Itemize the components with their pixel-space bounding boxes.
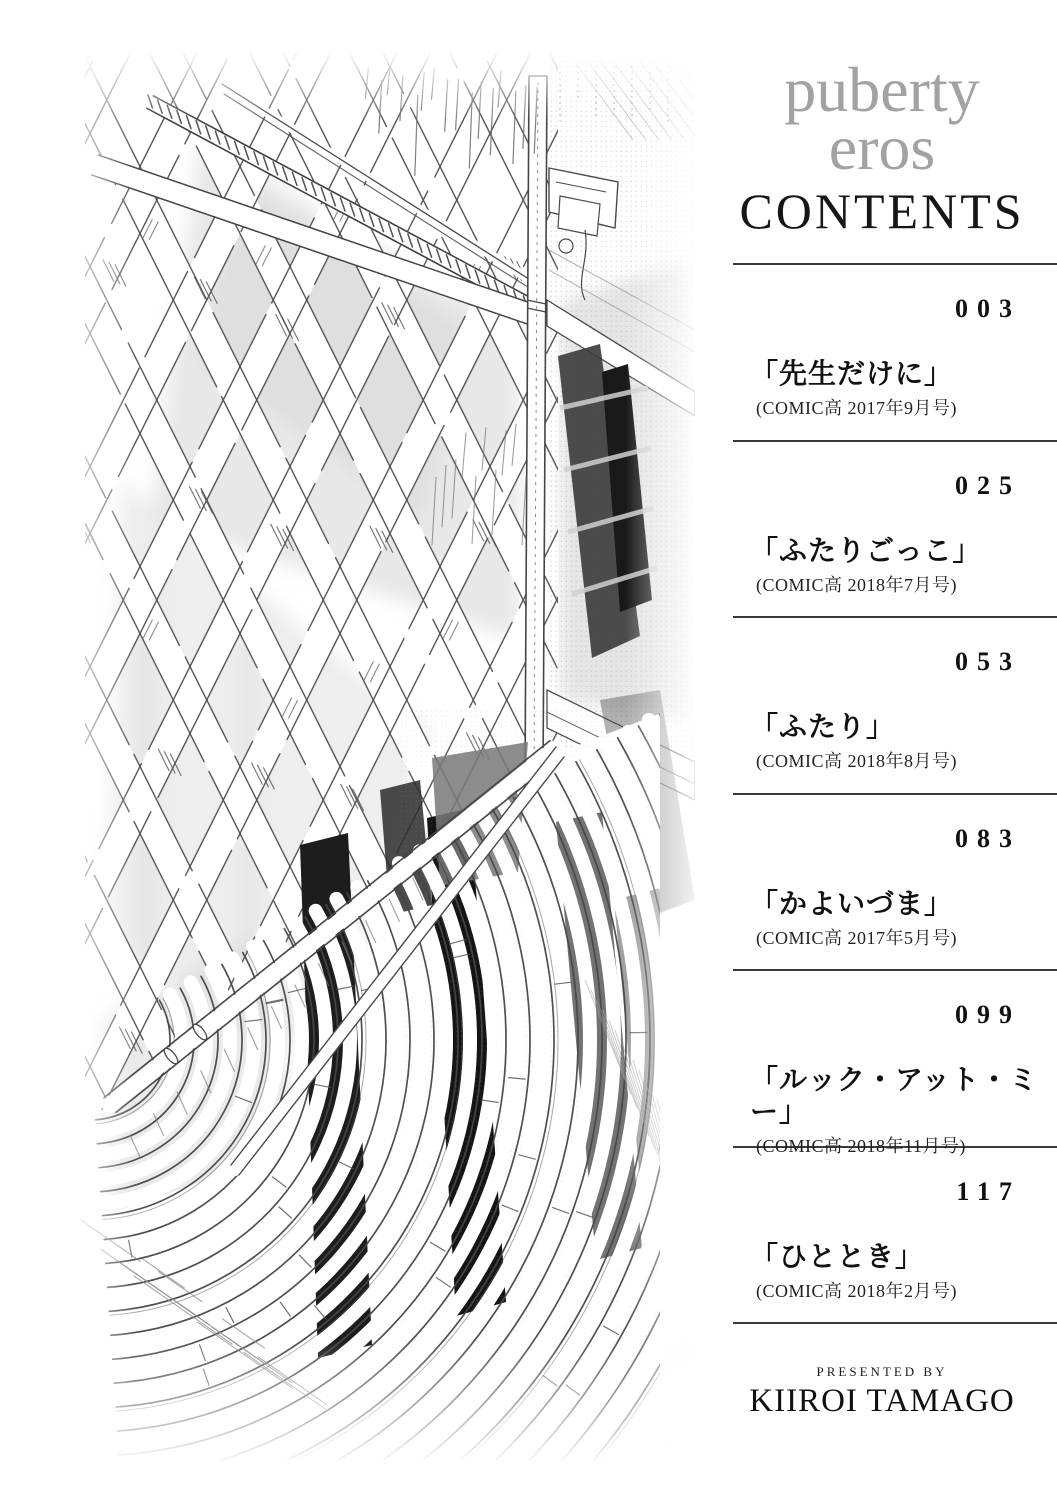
toc-entry: [733, 793, 1057, 970]
toc-entry: [733, 616, 1057, 793]
entry-title: 「ひととき」: [750, 1241, 925, 1273]
entry-page-number: 099: [955, 1000, 1021, 1029]
entry-page-number: 003: [955, 294, 1021, 323]
entry-source: (COMIC高 2018年11月号): [756, 1136, 966, 1156]
entry-page-number: 083: [955, 823, 1021, 853]
entry-title: 「先生だけに」: [750, 359, 954, 390]
toc-entry: [733, 263, 1057, 440]
toc-list: [733, 263, 1057, 1322]
entry-title: 「ふたりごっこ」: [750, 535, 982, 567]
entry-title: 「かよいづま」: [750, 888, 954, 920]
presented-by-label: PRESENTED BY: [816, 1364, 948, 1379]
toc-entry: [733, 1146, 1057, 1323]
entry-title: 「ふたり」: [750, 712, 896, 743]
entry-title: 「ルック・アット・ミー」: [750, 1065, 1039, 1128]
contents-header: [733, 54, 1057, 239]
entry-page-number: 053: [955, 647, 1021, 676]
entry-source: (COMIC高 2017年5月号): [756, 927, 957, 948]
contents-footer: [733, 1322, 1057, 1419]
entry-source: (COMIC高 2018年2月号): [756, 1280, 957, 1301]
entry-source: (COMIC高 2018年7月号): [756, 574, 957, 595]
entry-source: (COMIC高 2017年9月号): [756, 398, 957, 418]
series-title-line2: eros: [828, 112, 936, 183]
contents-heading: CONTENTS: [739, 183, 1025, 239]
contents-column: [733, 0, 1057, 1419]
toc-entry: [733, 969, 1057, 1156]
entry-source: (COMIC高 2018年8月号): [756, 751, 957, 771]
entry-page-number: 117: [956, 1176, 1021, 1206]
entry-page-number: 025: [955, 470, 1021, 500]
series-title-line1: puberty: [784, 54, 980, 125]
toc-entry: [733, 440, 1057, 617]
artist-name: KIIROI TAMAGO: [749, 1383, 1015, 1419]
